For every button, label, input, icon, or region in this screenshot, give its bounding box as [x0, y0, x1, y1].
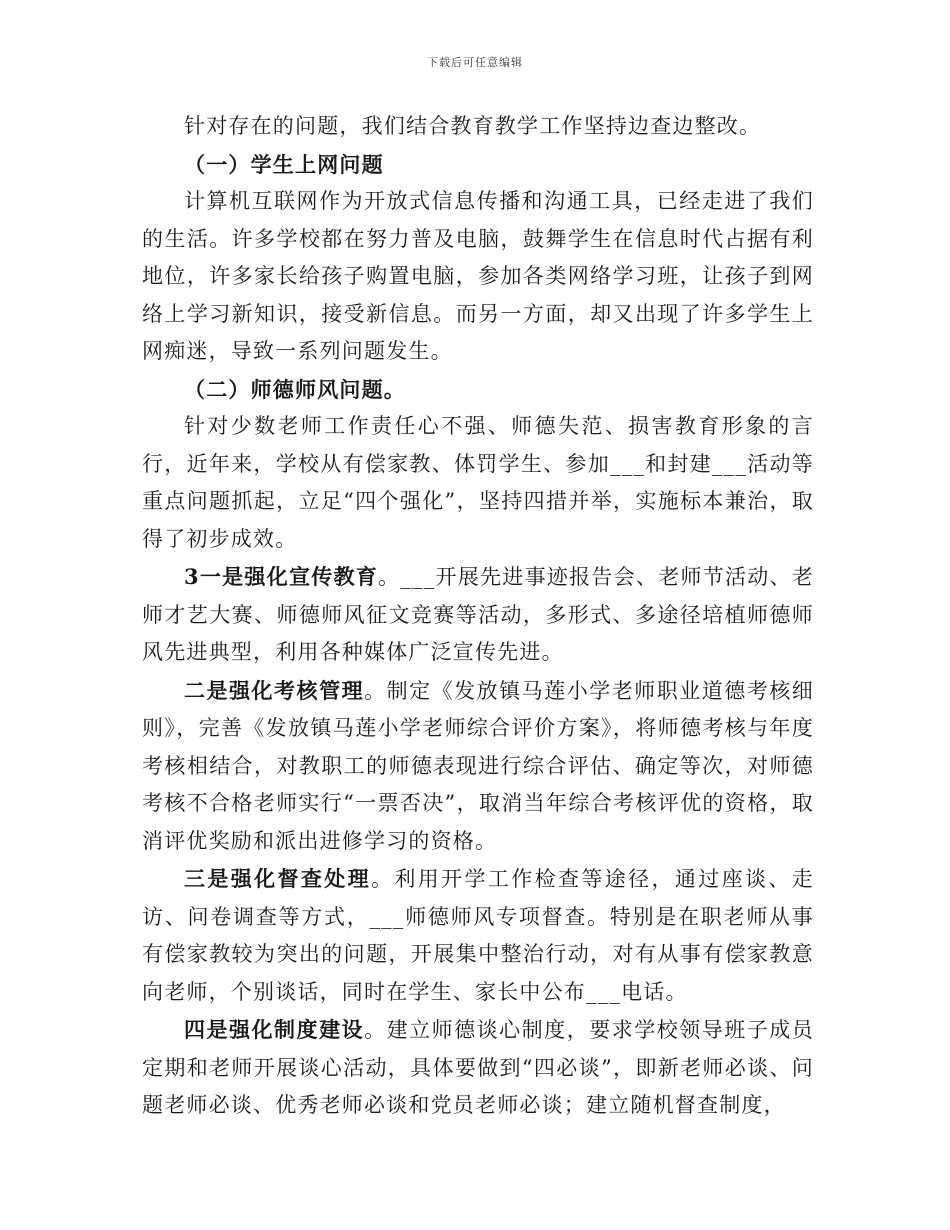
page-header-note: 下载后可任意编辑	[427, 56, 523, 69]
measure-text-supervision: 。利用开学工作检查等途径，通过座谈、走访、问卷调查等方式，___师德师风专项督查。特别是在职老师从事有偿家教较为突出的问题，开展集中整治行动，对有从事有偿家教意向老师，个别谈话，同时在学生、家长中公布___电话。	[142, 867, 814, 1004]
intro-paragraph: 针对存在的问题，我们结合教育教学工作坚持边查边整改。	[184, 114, 762, 138]
measure-paragraph-publicity	[142, 558, 814, 672]
measure-lead-system: 四是强化制度建设	[184, 1017, 365, 1042]
measure-paragraph-assessment	[142, 672, 814, 861]
measure-lead-assessment: 二是强化考核管理	[184, 677, 365, 703]
section-paragraph-student-internet: 计算机互联网作为开放式信息传播和沟通工具，已经走进了我们的生活。许多学校都在努力普及电脑，鼓舞学生在信息时代占据有利地位，许多家长给孩子购置电脑，参加各类网络学习班，让孩子到网络上学习新知识，接受新信息。而另一方面，却又出现了许多学生上网痴迷，导致一系列问题发生。	[142, 189, 814, 363]
measure-text-publicity: 。___开展先进事迹报告会、老师节活动、老师才艺大赛、师德师风征文竞赛等活动，多形式、多途径培植师德师风先进典型，利用各种媒体广泛宣传先进。	[142, 565, 814, 664]
measure-lead-publicity: 3一是强化宣传教育	[184, 564, 379, 589]
measure-lead-supervision: 三是强化督查处理	[184, 866, 372, 891]
document-body	[142, 108, 814, 1125]
measure-text-assessment: 。制定《发放镇马莲小学老师职业道德考核细则》，完善《发放镇马莲小学老师综合评价方案》，将师德考核与年度考核相结合，对教职工的师德表现进行综合评估、确定等次，对师德考核不合格老师实行“一票否决”，取消当年综合考核评优的资格，取消评优奖励和派出进修学习的资格。	[142, 678, 814, 853]
measure-text-system: 。建立师德谈心制度，要求学校领导班子成员定期和老师开展谈心活动，具体要做到“四必谈”，即新老师必谈、问题老师必谈、优秀老师必谈和党员老师必谈；建立随机督查制度，	[142, 1018, 814, 1117]
measure-paragraph-system	[142, 1011, 814, 1125]
section-paragraph-teacher-ethics: 针对少数老师工作责任心不强、师德失范、损害教育形象的言行，近年来，学校从有偿家教、体罚学生、参加___和封建___活动等重点问题抓起，立足“四个强化”，坚持四措并举，实施标本兼治，取得了初步成效。	[142, 414, 814, 551]
measure-paragraph-supervision	[142, 860, 814, 1011]
section-heading-student-internet: （一）学生上网问题	[184, 151, 384, 177]
section-heading-teacher-ethics: （二）师德师风问题。	[184, 376, 406, 402]
